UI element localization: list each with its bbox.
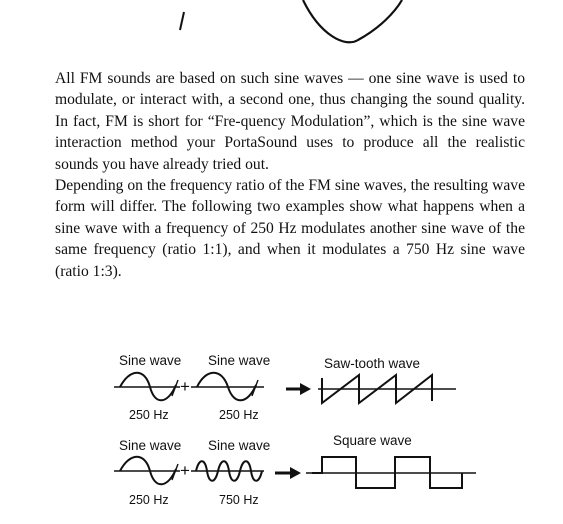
diagram2-carrier-label: Sine wave [208,438,271,453]
diagram1-carrier-sine [191,373,264,401]
diagram2-carrier-freq: 750 Hz [219,493,259,507]
diagram1-carrier-freq: 250 Hz [219,408,259,422]
diagram1-modulator-label: Sine wave [119,353,182,368]
diagram2-square-wave [306,457,476,488]
diagram2-modulator-freq: 250 Hz [129,493,169,507]
arrow-right-icon [275,467,301,479]
diagram1-plus-sign: + [180,377,190,396]
diagram2-plus-sign: + [180,461,190,480]
paragraph-fm-intro: All FM sounds are based on such sine waves — one sine wave is used to modulate, or interact with, a second one, thus changing the sound quality. In fact, FM is short for “Fre-quency Modulation”, which is the sine wave interaction method your PortaSound uses to produce all the realistic sounds you have already tried out. [55,70,525,173]
diagram2-carrier-sine-750hz [191,461,264,481]
diagram2-modulator-sine [114,457,180,485]
diagram1-modulator-sine [114,373,180,401]
arrow-right-icon [286,383,311,395]
diagram2-modulator-label: Sine wave [119,438,182,453]
diagram1-modulator-freq: 250 Hz [129,408,169,422]
diagram1-result-label: Saw-tooth wave [324,356,421,371]
diagram1-sawtooth-wave [318,375,456,403]
paragraph-frequency-ratio: Depending on the frequency ratio of the FM sine waves, the resulting wave form will differ. The following two examples show what happens when a sine wave with a frequency of 250 Hz modulates another sine wave of the same frequency (ratio 1:1), and when it modulates a 750 Hz sine wave (ratio 1:3). [55,177,525,280]
diagram1-carrier-label: Sine wave [208,353,271,368]
diagram2-result-label: Square wave [333,433,412,448]
